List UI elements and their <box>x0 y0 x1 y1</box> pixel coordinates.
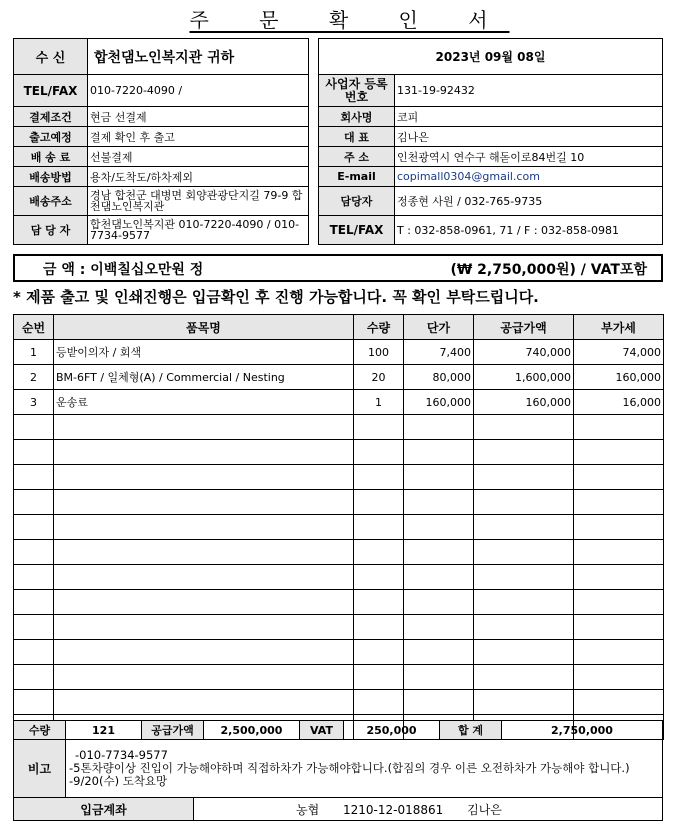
empty-table-row <box>14 540 664 565</box>
empty-cell <box>354 465 404 490</box>
label-grand-total: 합 계 <box>440 721 502 740</box>
empty-table-row <box>14 615 664 640</box>
empty-cell <box>54 590 354 615</box>
notice-text: * 제품 출고 및 인쇄진행은 입금확인 후 진행 가능합니다. 꼭 확인 부탁드립니다. <box>13 288 539 306</box>
empty-cell <box>14 515 54 540</box>
empty-cell <box>54 415 354 440</box>
cell-item: BM-6FT / 일체형(A) / Commercial / Nesting <box>54 365 354 390</box>
label-supplier-telfax: TEL/FAX <box>319 216 395 245</box>
cell-qty: 1 <box>354 390 404 415</box>
amount-text: 금 액 : 이백칠십오만원 정 <box>43 262 204 278</box>
empty-cell <box>574 615 664 640</box>
cell-item: 운송료 <box>54 390 354 415</box>
empty-cell <box>14 415 54 440</box>
label-ceo: 대 표 <box>319 127 395 147</box>
ceo-name: 김나은 <box>395 127 663 147</box>
empty-table-row <box>14 440 664 465</box>
empty-cell <box>474 490 574 515</box>
empty-cell <box>404 490 474 515</box>
empty-cell <box>14 665 54 690</box>
empty-cell <box>474 665 574 690</box>
release-schedule: 결제 확인 후 출고 <box>88 127 309 147</box>
remark-line-vehicle: -5톤차량이상 진입이 가능해야하며 직접하차가 가능해야합니다.(합짐의 경우 이른 오전하차가 가능해야 합니다.) <box>69 761 630 775</box>
label-total-supply: 공급가액 <box>142 721 204 740</box>
empty-cell <box>354 615 404 640</box>
totals-table <box>13 720 663 740</box>
business-number: 131-19-92432 <box>395 75 663 107</box>
label-shipping-method: 배송방법 <box>14 167 88 187</box>
bank-table <box>13 797 663 821</box>
shipping-fee: 선불결제 <box>88 147 309 167</box>
total-vat: 250,000 <box>344 721 440 740</box>
cell-supply: 1,600,000 <box>474 365 574 390</box>
empty-cell <box>354 440 404 465</box>
empty-cell <box>14 640 54 665</box>
empty-cell <box>474 415 574 440</box>
header-item: 품목명 <box>54 315 354 340</box>
empty-cell <box>54 490 354 515</box>
empty-cell <box>404 615 474 640</box>
empty-cell <box>354 565 404 590</box>
empty-cell <box>354 665 404 690</box>
remark-line-phone: -010-7734-9577 <box>75 748 168 762</box>
header-qty: 수량 <box>354 315 404 340</box>
empty-cell <box>14 490 54 515</box>
order-date: 2023년 09월 08일 <box>319 39 663 75</box>
empty-cell <box>354 515 404 540</box>
empty-cell <box>354 590 404 615</box>
table-row <box>14 340 664 365</box>
cell-vat: 160,000 <box>574 365 664 390</box>
empty-table-row <box>14 565 664 590</box>
empty-cell <box>404 565 474 590</box>
empty-cell <box>574 640 664 665</box>
empty-cell <box>14 540 54 565</box>
empty-cell <box>14 565 54 590</box>
label-address: 배송주소 <box>14 187 88 216</box>
document-title: 주 문 확 인 서 <box>189 8 510 32</box>
label-company: 회사명 <box>319 107 395 127</box>
empty-table-row <box>14 690 664 715</box>
empty-table-row <box>14 665 664 690</box>
label-total-vat: VAT <box>300 721 344 740</box>
empty-cell <box>574 440 664 465</box>
empty-cell <box>404 415 474 440</box>
cell-qty: 20 <box>354 365 404 390</box>
empty-table-row <box>14 590 664 615</box>
empty-cell <box>474 540 574 565</box>
header-supply: 공급가액 <box>474 315 574 340</box>
empty-cell <box>54 540 354 565</box>
empty-cell <box>354 490 404 515</box>
empty-cell <box>54 665 354 690</box>
label-shipping-fee: 배 송 료 <box>14 147 88 167</box>
empty-cell <box>54 440 354 465</box>
empty-cell <box>574 565 664 590</box>
label-email: E-mail <box>319 167 395 187</box>
label-contact: 담 당 자 <box>14 216 88 245</box>
empty-cell <box>54 465 354 490</box>
total-supply: 2,500,000 <box>204 721 300 740</box>
header-vat: 부가세 <box>574 315 664 340</box>
empty-cell <box>474 440 574 465</box>
empty-cell <box>54 690 354 715</box>
company-name: 코피 <box>395 107 663 127</box>
cell-vat: 74,000 <box>574 340 664 365</box>
cell-supply: 740,000 <box>474 340 574 365</box>
amount-box <box>13 254 663 282</box>
empty-table-row <box>14 490 664 515</box>
table-row <box>14 390 664 415</box>
label-remarks: 비고 <box>14 740 66 798</box>
empty-cell <box>404 690 474 715</box>
amount-value: (₩ 2,750,000원) / VAT포함 <box>450 262 647 278</box>
empty-cell <box>574 465 664 490</box>
empty-cell <box>404 640 474 665</box>
recipient-telfax: 010-7220-4090 / <box>88 75 309 107</box>
total-qty: 121 <box>66 721 142 740</box>
empty-cell <box>354 640 404 665</box>
empty-cell <box>404 465 474 490</box>
header-unit-price: 단가 <box>404 315 474 340</box>
supplier-address: 인천광역시 연수구 해돋이로84번길 10 <box>395 147 663 167</box>
empty-cell <box>14 465 54 490</box>
empty-table-row <box>14 515 664 540</box>
empty-cell <box>14 440 54 465</box>
empty-cell <box>574 665 664 690</box>
shipping-address: 경남 합천군 대병면 회양관광단지길 79-9 합천댐노인복지관 <box>88 187 309 216</box>
empty-cell <box>574 690 664 715</box>
cell-qty: 100 <box>354 340 404 365</box>
cell-unit-price: 7,400 <box>404 340 474 365</box>
remarks-content <box>66 740 663 798</box>
empty-cell <box>354 540 404 565</box>
supplier-telfax: T : 032-858-0961, 71 / F : 032-858-0981 <box>395 216 663 245</box>
items-table <box>13 314 664 740</box>
empty-cell <box>574 540 664 565</box>
recipient-contact: 합천댐노인복지관 010-7220-4090 / 010-7734-9577 <box>88 216 309 245</box>
empty-cell <box>474 465 574 490</box>
empty-cell <box>404 540 474 565</box>
empty-cell <box>474 615 574 640</box>
empty-cell <box>574 515 664 540</box>
label-to: 수 신 <box>14 39 88 75</box>
empty-cell <box>404 440 474 465</box>
table-row <box>14 365 664 390</box>
cell-no: 2 <box>14 365 54 390</box>
account-holder: 김나은 <box>467 802 502 817</box>
empty-cell <box>404 590 474 615</box>
empty-cell <box>14 690 54 715</box>
cell-item: 등받이의자 / 회색 <box>54 340 354 365</box>
empty-cell <box>474 640 574 665</box>
payment-terms: 현금 선결제 <box>88 107 309 127</box>
empty-cell <box>404 515 474 540</box>
cell-unit-price: 160,000 <box>404 390 474 415</box>
empty-cell <box>54 615 354 640</box>
bank-account <box>194 798 663 821</box>
empty-cell <box>474 590 574 615</box>
cell-vat: 16,000 <box>574 390 664 415</box>
remark-line-arrival: -9/20(수) 도착요망 <box>69 774 168 788</box>
supplier-info-table <box>318 38 663 245</box>
shipping-method: 용차/도착도/하차제외 <box>88 167 309 187</box>
bank-name: 농협 <box>296 802 320 817</box>
header-no: 순번 <box>14 315 54 340</box>
label-telfax: TEL/FAX <box>14 75 88 107</box>
empty-cell <box>474 690 574 715</box>
email-link[interactable]: copimall0304@gmail.com <box>395 167 663 187</box>
label-release: 출고예정 <box>14 127 88 147</box>
cell-no: 1 <box>14 340 54 365</box>
empty-cell <box>574 590 664 615</box>
empty-cell <box>574 490 664 515</box>
grand-total: 2,750,000 <box>502 721 663 740</box>
recipient-name: 합천댐노인복지관 귀하 <box>88 39 309 75</box>
label-supplier-address: 주 소 <box>319 147 395 167</box>
empty-cell <box>474 565 574 590</box>
label-payment: 결제조건 <box>14 107 88 127</box>
empty-cell <box>54 640 354 665</box>
empty-cell <box>14 615 54 640</box>
remarks-table <box>13 739 663 798</box>
empty-cell <box>354 690 404 715</box>
empty-cell <box>14 590 54 615</box>
label-total-qty: 수량 <box>14 721 66 740</box>
items-header-row <box>14 315 664 340</box>
empty-cell <box>404 665 474 690</box>
empty-table-row <box>14 640 664 665</box>
cell-supply: 160,000 <box>474 390 574 415</box>
empty-cell <box>474 515 574 540</box>
manager-info: 정종현 사원 / 032-765-9735 <box>395 187 663 216</box>
account-number: 1210-12-018861 <box>343 802 444 817</box>
empty-cell <box>574 415 664 440</box>
empty-cell <box>54 565 354 590</box>
empty-table-row <box>14 465 664 490</box>
cell-unit-price: 80,000 <box>404 365 474 390</box>
label-manager: 담당자 <box>319 187 395 216</box>
label-bizno: 사업자 등록번호 <box>319 75 395 107</box>
cell-no: 3 <box>14 390 54 415</box>
recipient-info-table <box>13 38 309 245</box>
empty-cell <box>54 515 354 540</box>
empty-table-row <box>14 415 664 440</box>
empty-cell <box>354 415 404 440</box>
label-bank: 입금계좌 <box>14 798 194 821</box>
